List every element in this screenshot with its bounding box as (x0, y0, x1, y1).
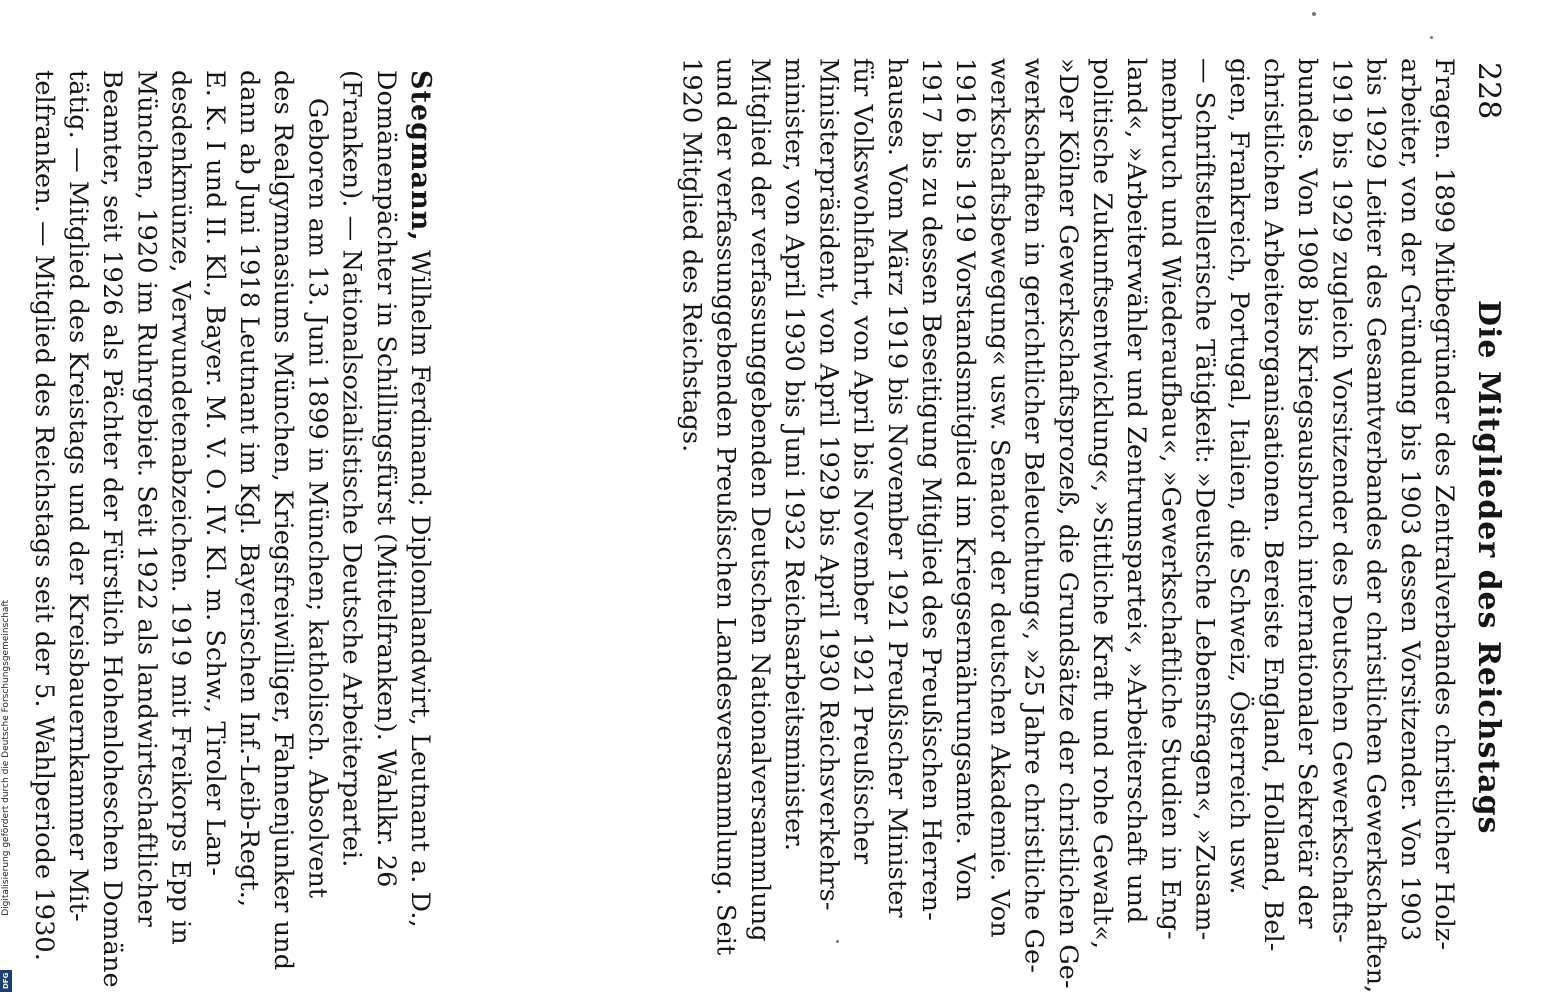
text-line: 1917 bis zu dessen Beseitigung Mitglied des Preußischen Herren- (915, 58, 946, 921)
text-line: werkschaftsbewegung« usw. Senator der deutschen Akademie. Von (984, 58, 1015, 938)
entry-heading-rest: Wilhelm Ferdinand; Diplomlandwirt, Leutnant a. D., (405, 241, 435, 928)
text-line: »Der Kölner Gewerkschaftsprozeß, die Grundsätze der christlichen Ge- (1052, 58, 1083, 989)
digitization-note: Digitalisierung gefördert durch die Deutsche Forschungsgemeinschaft (1, 600, 11, 916)
bio-line: München, 1920 im Ruhrgebiet. Seit 1922 als landwirtschaftlicher (131, 70, 162, 927)
text-line: christlichen Arbeiterorganisationen. Bereiste England, Holland, Bel- (1257, 58, 1288, 952)
entry-line: (Franken). — Nationalsozialistische Deutsche Arbeiterpartei. (336, 70, 367, 868)
text-line: minister, von April 1930 bis Juni 1932 Reichsarbeitsminister. (779, 58, 810, 852)
running-head: Die Mitglieder des Reichstags (1471, 300, 1506, 835)
text-line: Mitglied der verfassunggebenden Deutschen Nationalversammlung (744, 58, 775, 942)
text-line: gien, Frankreich, Portugal, Italien, die Schweiz, Österreich usw. (1223, 58, 1254, 895)
text-line: land«, »Arbeiterwähler und Zentrumspartei«, »Arbeiterschaft und (1121, 58, 1152, 924)
bio-line: telfranken. — Mitglied des Reichstags seit der 5. Wahlperiode 1930. (28, 70, 59, 961)
text-line: Ministerpräsident, von April 1929 bis April 1930 Reichsverkehrs- (813, 58, 844, 911)
bio-line: tätig. — Mitglied des Kreistags und der Kreisbauernkammer Mit- (62, 70, 93, 922)
text-line: hauses. Vom März 1919 bis November 1921 Preußischer Minister (881, 58, 912, 918)
digitization-footer (0, 600, 14, 996)
text-line: und der verfassunggebenden Preußischen Landesversammlung. Seit (710, 58, 741, 956)
bio-line: des Realgymnasiums München, Kriegsfreiwilliger, Fahnenjunker und (268, 70, 299, 971)
entry-heading-line (403, 70, 437, 1000)
text-line: für Volkswohlfahrt, von April bis November 1921 Preußischer (847, 58, 878, 865)
text-line: 1916 bis 1919 Vorstandsmitglied im Kriegsernährungsamte. Von (950, 58, 981, 902)
text-line: 1919 bis 1929 zugleich Vorsitzender des Deutschen Gewerkschafts- (1326, 58, 1357, 943)
scan-speck (836, 940, 839, 943)
text-line: 1920 Mitglied des Reichstags. (676, 58, 707, 453)
text-line: — Schriftstellerische Tätigkeit: »Deutsche Lebensfragen«, »Zusam- (1189, 58, 1220, 941)
text-line: bis 1929 Leiter des Gesamtverbandes der christlichen Gewerkschaften, (1360, 58, 1391, 994)
text-line: bundes. Von 1908 bis Kriegsausbruch internationaler Sekretär der (1292, 58, 1323, 929)
bio-line: desdenkmünze, Verwundetenabzeichen. 1919 mit Freikorps Epp in (165, 70, 196, 945)
left-text-column (27, 70, 437, 1000)
text-line: menbruch und Wiederaufbau«, »Gewerkschaftliche Studien in Eng- (1155, 58, 1186, 940)
bio-line: E. K. I und II. Kl., Bayer. M. V. O. IV. Kl. m. Schw., Tiroler Lan- (199, 70, 230, 877)
entry-line: Domänenpächter in Schillingsfürst (Mittelfranken). Wahlkr. 26 (370, 70, 401, 888)
bio-line: dann ab Juni 1918 Leutnant im Kgl. Bayerischen Inf.-Leib-Regt., (233, 70, 264, 908)
text-line: werkschaften in gerichtlicher Beleuchtung«, »25 Jahre christliche Ge- (1018, 58, 1049, 974)
scan-speck (1430, 36, 1433, 39)
scan-speck (1312, 12, 1316, 16)
dfg-logo: DFG (0, 970, 12, 992)
text-line: Fragen. 1899 Mitbegründer des Zentralverbandes christlicher Holz- (1429, 58, 1459, 951)
right-text-column (674, 58, 1461, 994)
text-line: politische Zukunftsentwicklung«, »Sittliche Kraft und rohe Gewalt«, (1086, 58, 1117, 950)
bio-line: Beamter, seit 1926 als Pächter der Fürstlich Hohenloheschen Domäne (97, 70, 128, 988)
entry-name: Stegmann, (405, 70, 436, 242)
bio-line: Geboren am 13. Juni 1899 in München; katholisch. Absolvent (302, 98, 333, 899)
text-line: arbeiter, von der Gründung bis 1903 dessen Vorsitzender. Von 1903 (1394, 58, 1425, 942)
page-number: 228 (1471, 62, 1506, 120)
